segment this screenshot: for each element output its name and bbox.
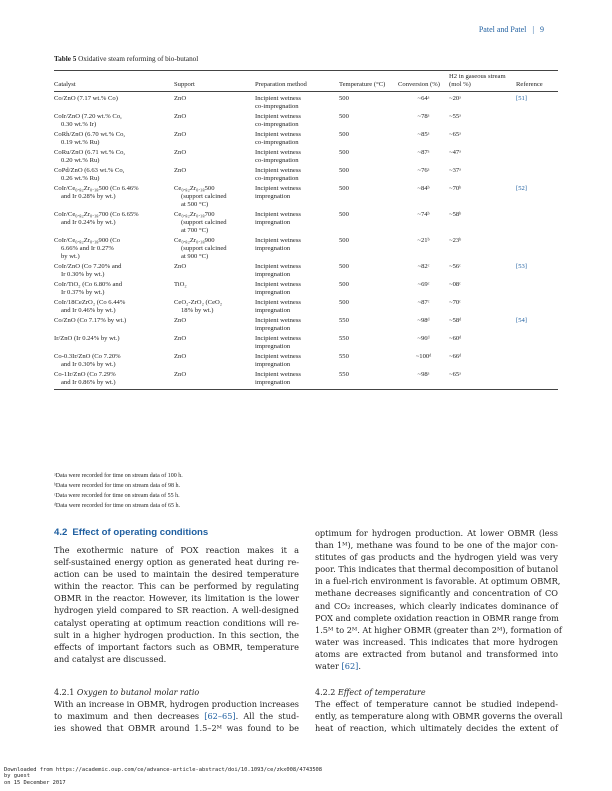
cell-method-line: co-impregnation (255, 157, 299, 164)
cell-method-line: impregnation (255, 307, 291, 314)
cell-method-line: impregnation (255, 343, 291, 350)
cell-reference: [51] (516, 95, 527, 102)
cell-reference (516, 353, 558, 371)
data-table (54, 70, 558, 390)
cell-catalyst (54, 263, 174, 281)
download-note (4, 767, 322, 786)
table-row (54, 335, 558, 353)
cell-reference (516, 211, 558, 237)
cell-catalyst (54, 92, 174, 114)
cell-method (255, 371, 339, 390)
cell-conversion: ~96ᵈ (417, 335, 430, 342)
text-line: ently, as temperature along with OBMR governs the overall (315, 711, 563, 722)
text-line: methane decreases significantly and concentration of CO (315, 588, 558, 599)
cell-method (255, 131, 339, 149)
left-paragraph (54, 544, 299, 665)
cell-support (174, 237, 255, 263)
cell-catalyst (54, 211, 174, 237)
cell-support-line: ZnO (174, 371, 187, 378)
text-line: self-sustained energy option as generated heat during re- (54, 557, 299, 568)
table-row (54, 353, 558, 371)
cell-catalyst-line: CoRh/ZnO (6.70 wt.% Co, (54, 131, 126, 138)
cell-h2: ~70ᵇ (449, 185, 462, 192)
cell-catalyst (54, 335, 174, 353)
cell-reference (516, 237, 558, 263)
page-number: 9 (540, 25, 544, 34)
cell-conversion: ~98ᵈ (417, 317, 430, 324)
download-note-line: Downloaded from https://academic.oup.com/ce/advance-article-abstract/doi/10.1093/ce/zkx008/4743508 (4, 767, 323, 773)
cell-method-line: impregnation (255, 379, 291, 386)
cell-h2: ~65ᵃ (449, 371, 461, 378)
cell-temperature: 500 (339, 149, 349, 156)
cell-method-line: impregnation (255, 219, 291, 226)
cell-conversion: ~98ᵃ (417, 371, 430, 378)
cell-method-line: Incipient wetness (255, 185, 301, 192)
cell-support (174, 281, 255, 299)
text-line: hydrogen yield compared to SR reaction. A well-designed (54, 605, 299, 616)
cell-catalyst-line: 0.26 wt.% Ru) (61, 175, 100, 182)
text-line: within the reactor. This can be performed by regulating (54, 581, 299, 592)
cell-method-line: Incipient wetness (255, 211, 301, 218)
cell-support (174, 317, 255, 335)
table-footnote: ᶜData were recorded for time on stream data of 55 h. (54, 493, 180, 499)
cell-h2: ~65ᵃ (449, 131, 461, 138)
cell-support-line: at 500 °C) (181, 201, 209, 208)
cell-reference (516, 131, 558, 149)
cell-catalyst-line: and Ir 0.24% by wt.) (61, 219, 116, 226)
text-line: sult in a higher hydrogen production. In this section, the (54, 629, 299, 640)
cell-catalyst (54, 131, 174, 149)
table-row (54, 317, 558, 335)
cell-support-line: Ce₀.₈₂Zr₀.₁₈500 (174, 185, 215, 192)
cell-reference: [53] (516, 263, 527, 270)
cell-h2: ~70ᶜ (449, 299, 461, 306)
cell-support (174, 149, 255, 167)
cell-conversion: ~100ᵈ (415, 353, 432, 360)
text-line: atoms are extracted from butanol and transformed into (315, 648, 558, 659)
cell-temperature: 550 (339, 371, 349, 378)
cell-h2: ~56ᶜ (449, 263, 461, 270)
cell-support (174, 167, 255, 185)
table-row (54, 167, 558, 185)
col-header: H2 in gaseous stream (mol %) (449, 73, 506, 88)
col-header: Conversion (%) (398, 81, 440, 88)
cell-catalyst-line: and Ir 0.30% by wt.) (61, 361, 116, 368)
cell-support (174, 113, 255, 131)
cell-method-line: Incipient wetness (255, 281, 301, 288)
cell-support-line: ZnO (174, 263, 187, 270)
text-line: POX and complete oxidation reaction in OBMR range from (315, 612, 559, 623)
cell-method-line: co-impregnation (255, 139, 299, 146)
cell-method-line: co-impregnation (255, 121, 299, 128)
cell-reference (516, 371, 558, 390)
cell-temperature: 500 (339, 131, 349, 138)
cell-h2: ~55ᵃ (449, 113, 461, 120)
cell-method-line: co-impregnation (255, 175, 299, 182)
cell-catalyst-line: CoIr/ZnO (7.20 wt.% Co, (54, 113, 122, 120)
cell-support-line: (support calcined (181, 245, 227, 252)
cell-conversion: ~69ᶜ (417, 281, 430, 288)
subsection-number: 4.2.2 (315, 688, 336, 697)
table-row (54, 281, 558, 299)
cell-support-line: ZnO (174, 353, 187, 360)
cell-support (174, 353, 255, 371)
cell-catalyst-line: by wt.) (61, 253, 80, 260)
cell-temperature: 500 (339, 237, 349, 244)
text-line: to maximum and then decreases [62–65]. All the stud- (54, 711, 299, 722)
cell-support-line: ZnO (174, 167, 187, 174)
cell-h2: ~47ᵃ (449, 149, 461, 156)
oxygen-paragraph (54, 698, 299, 734)
col-header: Reference (516, 81, 543, 88)
cell-method (255, 167, 339, 185)
table-footnote: ᵃData were recorded for time on stream data of 100 h. (54, 473, 183, 479)
cell-support-line: 18% by wt.) (181, 307, 214, 314)
cell-h2: ~23ᵇ (449, 237, 462, 244)
temperature-paragraph (315, 698, 563, 734)
cell-catalyst-line: CoRu/ZnO (6.71 wt.% Co, (54, 149, 126, 156)
text-line: OBMR in the reactor. However, its limitation is the lower (54, 593, 299, 604)
cell-temperature: 500 (339, 281, 349, 288)
table-row (54, 185, 558, 211)
text-line: and CO₂ increases, which clearly indicates dominance of (315, 600, 558, 611)
cell-method-line: co-impregnation (255, 103, 299, 110)
cell-method (255, 353, 339, 371)
text-line: effects of important factors such as OBMR, temperature (54, 641, 299, 652)
col-header: Support (174, 81, 195, 88)
table-caption (54, 55, 198, 63)
cell-support (174, 299, 255, 317)
cell-reference (516, 281, 558, 299)
table-row (54, 149, 558, 167)
cell-h2: ~20ᵃ (449, 95, 461, 102)
cell-reference: [52] (516, 185, 527, 192)
cell-catalyst (54, 113, 174, 131)
cell-method-line: Incipient wetness (255, 131, 301, 138)
cell-h2: ~66ᵈ (449, 353, 462, 360)
cell-catalyst-line: CoIr/TiO₂ (Co 6.80% and (54, 281, 122, 288)
text-line: action can be used to maintain the desired temperature (54, 569, 299, 580)
cell-support-line: (support calcined (181, 193, 227, 200)
cell-support-line: Ce₀.₈₂Zr₀.₁₈900 (174, 237, 215, 244)
text-line: The effect of temperature cannot be studied independ- (315, 699, 558, 709)
cell-reference: [54] (516, 317, 527, 324)
cell-method (255, 263, 339, 281)
cell-h2: ~37ᵃ (449, 167, 461, 174)
table-row (54, 237, 558, 263)
cell-temperature: 550 (339, 317, 349, 324)
cell-catalyst (54, 353, 174, 371)
col-header: Preparation method (255, 81, 307, 88)
text-line: catalyst operating at optimum reaction conditions will re- (54, 617, 299, 628)
cell-method-line: Incipient wetness (255, 263, 301, 270)
text-line: poor. This indicates that thermal decomposition of butanol (315, 564, 559, 575)
cell-reference (516, 335, 558, 353)
text-line: in a fuel-rich environment is favorable. At optimum OBMR, (315, 576, 561, 587)
section-number: 4.2 (54, 527, 68, 538)
cell-support (174, 131, 255, 149)
cell-temperature: 500 (339, 95, 349, 102)
cell-conversion: ~87ᶜ (417, 299, 430, 306)
section-title: Effect of operating conditions (72, 527, 209, 538)
table-footnote: ᵈData were recorded for time on stream data of 65 h. (54, 503, 180, 509)
header-authors: Patel and Patel (478, 25, 527, 34)
subsection-title: Effect of temperature (337, 688, 426, 697)
cell-reference (516, 167, 558, 185)
cell-method (255, 281, 339, 299)
cell-catalyst-line: and Ir 0.46% by wt.) (61, 307, 116, 314)
text-line: 1.5ᴹ to 2ᴹ. At higher OBMR (greater than 2ᴹ), formation of (315, 624, 562, 635)
cell-support-line: ZnO (174, 335, 187, 342)
cell-support-line: ZnO (174, 113, 187, 120)
cell-method-line: Incipient wetness (255, 113, 301, 120)
col-header: Temperature (°C) (339, 81, 386, 88)
cell-h2: ~60ᵈ (449, 335, 462, 342)
text-line: ies showed that OBMR around 1.5–2ᴹ was found to be (54, 723, 299, 734)
running-header (479, 25, 544, 34)
table-caption-label: Table 5 (54, 55, 77, 63)
cell-conversion: ~87ᵃ (417, 149, 430, 156)
cell-conversion: ~85ᵃ (417, 131, 430, 138)
cell-catalyst (54, 167, 174, 185)
cell-temperature: 500 (339, 167, 349, 174)
cell-conversion: ~84ᵇ (417, 185, 430, 192)
text-line: water was increased. This indicates that more hydrogen (315, 636, 558, 647)
cell-method (255, 335, 339, 353)
table-header-row (54, 71, 558, 92)
table-row (54, 371, 558, 390)
cell-support (174, 335, 255, 353)
cell-catalyst-line: and Ir 0.28% by wt.) (61, 193, 116, 200)
cell-h2: ~08ᶜ (449, 281, 461, 288)
cell-method (255, 185, 339, 211)
cell-conversion: ~74ᵇ (417, 211, 430, 218)
cell-catalyst-line: 0.19 wt.% Ru) (61, 139, 100, 146)
section-heading (54, 527, 208, 538)
cell-method (255, 211, 339, 237)
cell-catalyst-line: Co-1Ir/ZnO (Co 7.29% (54, 371, 116, 378)
cell-catalyst-line: CoIr/Ce₀.₈₂Zr₀.₁₈500 (Co 6.46% (54, 185, 139, 192)
cell-temperature: 500 (339, 299, 349, 306)
cell-method-line: impregnation (255, 271, 291, 278)
table-row (54, 113, 558, 131)
cell-support-line: ZnO (174, 317, 187, 324)
cell-method-line: Incipient wetness (255, 353, 301, 360)
cell-catalyst (54, 237, 174, 263)
cell-support-line: ZnO (174, 149, 187, 156)
cell-conversion: ~82ᶜ (417, 263, 430, 270)
cell-h2: ~58ᵇ (449, 211, 462, 218)
cell-catalyst (54, 371, 174, 390)
text-line: With an increase in OBMR, hydrogen production increases (54, 699, 299, 709)
cell-method (255, 299, 339, 317)
cell-conversion: ~78ᵃ (417, 113, 430, 120)
cell-catalyst-line: CoIr/18CeZrO₂ (Co 6.44% (54, 299, 126, 306)
cell-catalyst-line: 0.30 wt.% Ir) (61, 121, 97, 128)
cell-method-line: Incipient wetness (255, 237, 301, 244)
download-note-line: on 15 December 2017 (4, 779, 66, 786)
cell-temperature: 500 (339, 113, 349, 120)
cell-method (255, 113, 339, 131)
cell-catalyst-line: Co-0.3Ir/ZnO (Co 7.20% (54, 353, 121, 360)
cell-support-line: at 700 °C) (181, 227, 209, 234)
cell-reference (516, 299, 558, 317)
text-line: heat of reaction, which ultimately decides the extent of (315, 723, 558, 734)
cell-support-line: CeO₂-ZrO₂ (CeO₂ (174, 299, 223, 306)
cell-method-line: Incipient wetness (255, 317, 301, 324)
cell-support (174, 185, 255, 211)
cell-catalyst-line: 6.66% and Ir 0.27% (61, 245, 114, 252)
cell-method (255, 237, 339, 263)
cell-support-line: TiO₂ (174, 281, 187, 288)
cell-reference (516, 149, 558, 167)
cell-support-line: (support calcined (181, 219, 227, 226)
cell-catalyst-line: CoIr/ZnO (Co 7.20% and (54, 263, 122, 270)
cell-conversion: ~21ᵇ (417, 237, 430, 244)
cell-catalyst-line: CoIr/Ce₀.₈₂Zr₀.₁₈900 (Co (54, 237, 120, 244)
cell-method-line: Incipient wetness (255, 335, 301, 342)
cell-method-line: Incipient wetness (255, 371, 301, 378)
text-line: The exothermic nature of POX reaction makes it a (54, 545, 299, 555)
cell-catalyst-line: 0.20 wt.% Ru) (61, 157, 100, 164)
cell-catalyst-line: Co/ZnO (Co 7.17% by wt.) (54, 317, 127, 324)
cell-method-line: impregnation (255, 193, 291, 200)
table-footnote: ᵇData were recorded for time on stream data of 98 h. (54, 483, 180, 489)
cell-catalyst-line: Ir 0.37% by wt.) (61, 289, 105, 296)
cell-support-line: ZnO (174, 131, 187, 138)
header-separator: | (532, 25, 534, 34)
cell-temperature: 500 (339, 263, 349, 270)
text-line: than 1ᴹ), methane was found to be one of the major con- (315, 540, 558, 551)
text-line: optimum for hydrogen production. At lower OBMR (less (315, 528, 558, 538)
cell-conversion: ~76ᵃ (417, 167, 430, 174)
cell-method (255, 317, 339, 335)
cell-method-line: Incipient wetness (255, 95, 301, 102)
table-row (54, 263, 558, 281)
cell-catalyst (54, 299, 174, 317)
subsection-heading-temperature (315, 688, 426, 697)
cell-support (174, 263, 255, 281)
cell-method (255, 149, 339, 167)
cell-support (174, 92, 255, 114)
cell-catalyst-line: CoPd/ZnO (6.63 wt.% Co, (54, 167, 125, 174)
cell-method-line: Incipient wetness (255, 299, 301, 306)
cell-catalyst-line: Ir 0.30% by wt.) (61, 271, 105, 278)
table-row (54, 299, 558, 317)
cell-method-line: impregnation (255, 361, 291, 368)
subsection-title: Oxygen to butanol molar ratio (76, 688, 200, 697)
cell-temperature: 500 (339, 185, 349, 192)
cell-method-line: Incipient wetness (255, 167, 301, 174)
subsection-heading-oxygen (54, 688, 199, 697)
cell-catalyst-line: Ir/ZnO (Ir 0.24% by wt.) (54, 335, 120, 342)
cell-catalyst (54, 149, 174, 167)
cell-support (174, 371, 255, 390)
cell-temperature: 550 (339, 353, 349, 360)
right-paragraph (315, 527, 562, 672)
cell-method-line: impregnation (255, 245, 291, 252)
table-caption-text: Oxidative steam reforming of bio-butanol (78, 55, 199, 63)
cell-catalyst (54, 185, 174, 211)
table-row (54, 131, 558, 149)
table-row (54, 211, 558, 237)
cell-catalyst-line: CoIr/Ce₀.₈₂Zr₀.₁₈700 (Co 6.65% (54, 211, 139, 218)
download-note-line: by guest (4, 773, 30, 780)
cell-method-line: impregnation (255, 325, 291, 332)
cell-catalyst (54, 317, 174, 335)
col-header: Catalyst (54, 81, 76, 88)
table-row (54, 92, 558, 114)
text-line: and catalyst are discussed. (54, 653, 167, 664)
cell-support-line: Ce₀.₈₂Zr₀.₁₈700 (174, 211, 215, 218)
cell-method-line: Incipient wetness (255, 149, 301, 156)
cell-support (174, 211, 255, 237)
cell-reference (516, 113, 558, 131)
cell-temperature: 550 (339, 335, 349, 342)
cell-catalyst (54, 281, 174, 299)
cell-temperature: 500 (339, 211, 349, 218)
subsection-number: 4.2.1 (54, 688, 75, 697)
text-line: stitutes of gas products and the hydrogen yield was very (315, 552, 558, 563)
cell-catalyst-line: Co/ZnO (7.17 wt.% Co) (54, 95, 118, 102)
cell-support-line: ZnO (174, 95, 187, 102)
cell-support-line: at 900 °C) (181, 253, 209, 260)
cell-catalyst-line: and Ir 0.86% by wt.) (61, 379, 116, 386)
cell-method (255, 92, 339, 114)
cell-conversion: ~64ᵃ (417, 95, 430, 102)
cell-h2: ~58ᵈ (449, 317, 462, 324)
cell-method-line: impregnation (255, 289, 291, 296)
text-line: water [62]. (315, 661, 361, 672)
